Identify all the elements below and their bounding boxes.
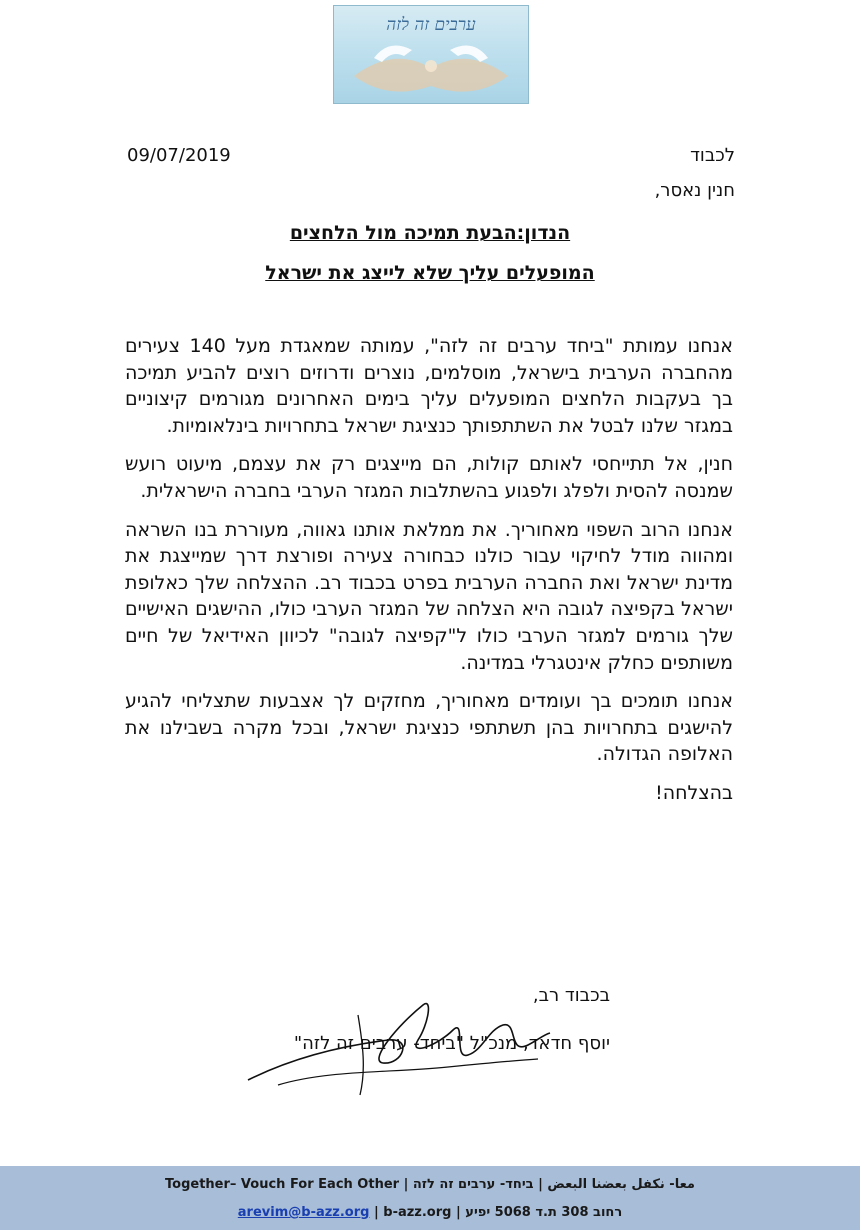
letter-date: 09/07/2019 <box>127 145 231 166</box>
body-paragraph: חנין, אל תתייחסי לאותם קולות, הם מייצגים רק את עצמם, מיעוט רועש שמנסה להסית ולפלג ולפגוע בהשתלבות המגזר הערבי בחברה הישראלית. <box>125 453 733 502</box>
footer-email-link[interactable]: arevim@b-azz.org <box>237 1205 370 1220</box>
signer-line: יוסף חדאד, מנכ"ל "ביחד- ערבים זה לזה" <box>293 1033 610 1054</box>
closing: בכבוד רב, <box>532 985 610 1006</box>
subject-line-2: המופעלים עליך שלא לייצג את ישראל <box>265 262 595 284</box>
handwritten-signature <box>238 985 558 1105</box>
letter-body <box>125 333 733 819</box>
logo-text: ערבים זה לזה <box>386 15 476 35</box>
footer-contact <box>0 1205 860 1220</box>
body-paragraph: אנחנו עמותת "ביחד ערבים זה לזה", עמותה שמאגדת מעל 140 צעירים מהחברה הערבית בישראל, מוסלמים, נוצרים ודרוזים רוצים להביע תמיכה בך בעקבות הלחצים המופעלים עליך בימים האחרונים מגורמים קיצוניים במגזר שלנו לבטל את השתתפותך כנציגת ישראל בתחרויות בינלאומיות. <box>125 335 733 437</box>
footer-separator: | <box>373 1205 384 1220</box>
body-paragraph: בהצלחה! <box>655 781 733 804</box>
body-paragraph: אנחנו הרוב השפוי מאחוריך. את ממלאת אותנו גאווה, מעוררת בנו השראה ומהווה מודל לחיקוי עבור כולנו כבחורה צעירה ופורצת דרך שמייצגת את מדינת ישראל ואת החברה הערבית בפרט בכבוד רב. ההצלחה שלך כאלופת ישראל בקפיצה לגובה היא הצלחה של המגזר הערבי כולו, ההישגים האישיים שלך גורמים למגזר הערבי כולו ל"קפיצה לגובה" לכיוון האידיאל של חיים משותפים כחלק אינטגרלי במדינה. <box>125 518 733 674</box>
footer-slogans: معا- نكفل بعضنا البعض | ביחד- ערבים זה לזה | Together– Vouch For Each Other <box>165 1177 695 1192</box>
footer-address: רחוב 308 ת.ד 5068 יפיע <box>465 1205 623 1220</box>
body-paragraph: אנחנו תומכים בך ועומדים מאחוריך, מחזקים לך אצבעות שתצליחי להגיע להישגים בתחרויות בהן תשתתפי כנציגת ישראל, ובכל מקרה בשבילנו את האלופה הגדולה. <box>125 690 733 766</box>
recipient-name: חנין נאסר, <box>654 180 735 201</box>
organization-logo <box>333 5 529 104</box>
footer-site-link[interactable]: b-azz.org <box>383 1205 452 1220</box>
footer-bar <box>0 1166 860 1230</box>
footer-separator: | <box>451 1205 461 1220</box>
subject-line-1: הנדון:הבעת תמיכה מול הלחצים <box>289 222 571 244</box>
salutation: לכבוד <box>690 145 735 166</box>
